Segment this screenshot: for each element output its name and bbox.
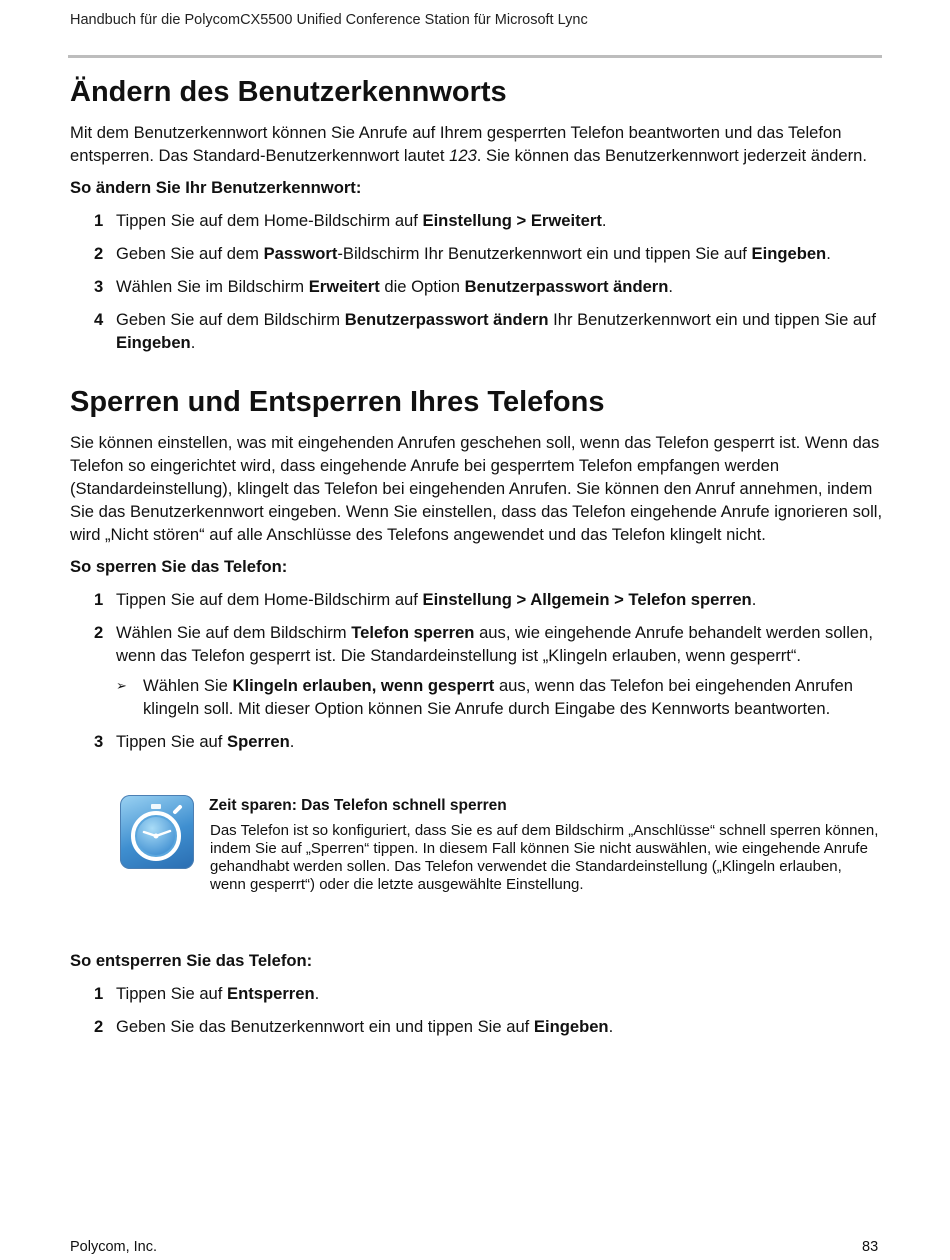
section2-intro: Sie können einstellen, was mit eingehenden Anrufen geschehen soll, wenn das Telefon gesperrt ist. Wenn das Telefon so eingerichtet wird, dass eingehende Anrufe bei gesperrtem Telefon empfangen werden (Standardeinstellung), klingelt das Telefon bei eingehenden Anrufen. Sie können den Anruf annehmen, indem Sie das Benutzerkennwort eingeben. Wenn Sie einstellen, dass das Telefon eingehende Anrufe ignorieren soll, wird „Nicht stören“ auf alle Anschlüsse des Telefons angewendet und das Telefon klingelt nicht. bbox=[70, 433, 883, 544]
unlock-phone-label: So entsperren Sie das Telefon: bbox=[70, 951, 313, 970]
lock-step-1: 1 Tippen Sie auf dem Home-Bildschirm auf Einstellung > Allgemein > Telefon sperren. bbox=[94, 590, 757, 609]
lock-phone-steps bbox=[70, 588, 885, 753]
unlock-phone-steps bbox=[70, 982, 885, 1038]
change-password-steps bbox=[70, 209, 885, 354]
lock-phone-label: So sperren Sie das Telefon: bbox=[70, 557, 288, 576]
lock-step-2: 2 Wählen Sie auf dem Bildschirm Telefon sperren aus, wie eingehende Anrufe behandelt werden sollen, wenn das Telefon gesperrt ist. Die Standardeinstellung ist „Klingeln erlauben, wenn gesperrt“. ➢ Wählen Sie Klingeln erlauben, wenn gesperrt aus, wenn das Telefon bei eingehenden Anrufen klingeln soll. Mit dieser Option können Sie Anrufe durch Eingabe des Kennworts beantworten. bbox=[70, 621, 885, 720]
lock-step-2-subitem: ➢ Wählen Sie Klingeln erlauben, wenn gesperrt aus, wenn das Telefon bei eingehenden Anrufen klingeln soll. Mit dieser Option können Sie Anrufe durch Eingabe des Kennworts beantworten. bbox=[116, 676, 853, 718]
page-content bbox=[70, 70, 885, 1038]
unlock-step-2: 2 Geben Sie das Benutzerkennwort ein und tippen Sie auf Eingeben. bbox=[94, 1017, 614, 1036]
change-password-label: So ändern Sie Ihr Benutzerkennwort: bbox=[70, 178, 362, 197]
page-number: 83 bbox=[862, 1239, 879, 1255]
step-1: 1 Tippen Sie auf dem Home-Bildschirm auf Einstellung > Erweitert. bbox=[94, 211, 607, 230]
stopwatch-icon bbox=[120, 795, 194, 869]
step-3: 3 Wählen Sie im Bildschirm Erweitert die Option Benutzerpasswort ändern. bbox=[94, 277, 674, 296]
running-header: Handbuch für die PolycomCX5500 Unified Conference Station für Microsoft Lync bbox=[70, 12, 588, 28]
header-rule bbox=[68, 55, 882, 58]
arrow-bullet-icon: ➢ bbox=[116, 678, 127, 693]
section-title-change-password: Ändern des Benutzerkennworts bbox=[70, 76, 507, 108]
step-4: 4 Geben Sie auf dem Bildschirm Benutzerpasswort ändern Ihr Benutzerkennwort ein und tippen Sie auf Eingeben. bbox=[94, 310, 876, 352]
section-title-lock-unlock: Sperren und Entsperren Ihres Telefons bbox=[70, 386, 605, 418]
section1-intro: Mit dem Benutzerkennwort können Sie Anrufe auf Ihrem gesperrten Telefon beantworten und das Telefon entsperren. Das Standard-Benutzerkennwort lautet 123. Sie können das Benutzerkennwort jederzeit ändern. bbox=[70, 123, 867, 165]
tip-title: Zeit sparen: Das Telefon schnell sperren bbox=[209, 797, 507, 814]
time-saver-tip bbox=[120, 787, 885, 937]
unlock-step-1: 1 Tippen Sie auf Entsperren. bbox=[94, 984, 320, 1003]
tip-body: Das Telefon ist so konfiguriert, dass Sie es auf dem Bildschirm „Anschlüsse“ schnell sperren können, indem Sie auf „Sperren“ tippen. In diesem Fall können Sie nicht auswählen, wie eingehende Anrufe gehandhabt werden sollen. Das Telefon verwendet die Standardeinstellung („Klingeln erlauben, wenn gesperrt“) oder die letzte ausgewählte Einstellung. bbox=[210, 822, 879, 893]
lock-step-3: 3 Tippen Sie auf Sperren. bbox=[94, 732, 295, 751]
footer-company: Polycom, Inc. bbox=[70, 1239, 158, 1255]
step-2: 2 Geben Sie auf dem Passwort-Bildschirm Ihr Benutzerkennwort ein und tippen Sie auf Eingeben. bbox=[94, 244, 831, 263]
lock-step-2-sublist bbox=[116, 674, 885, 720]
